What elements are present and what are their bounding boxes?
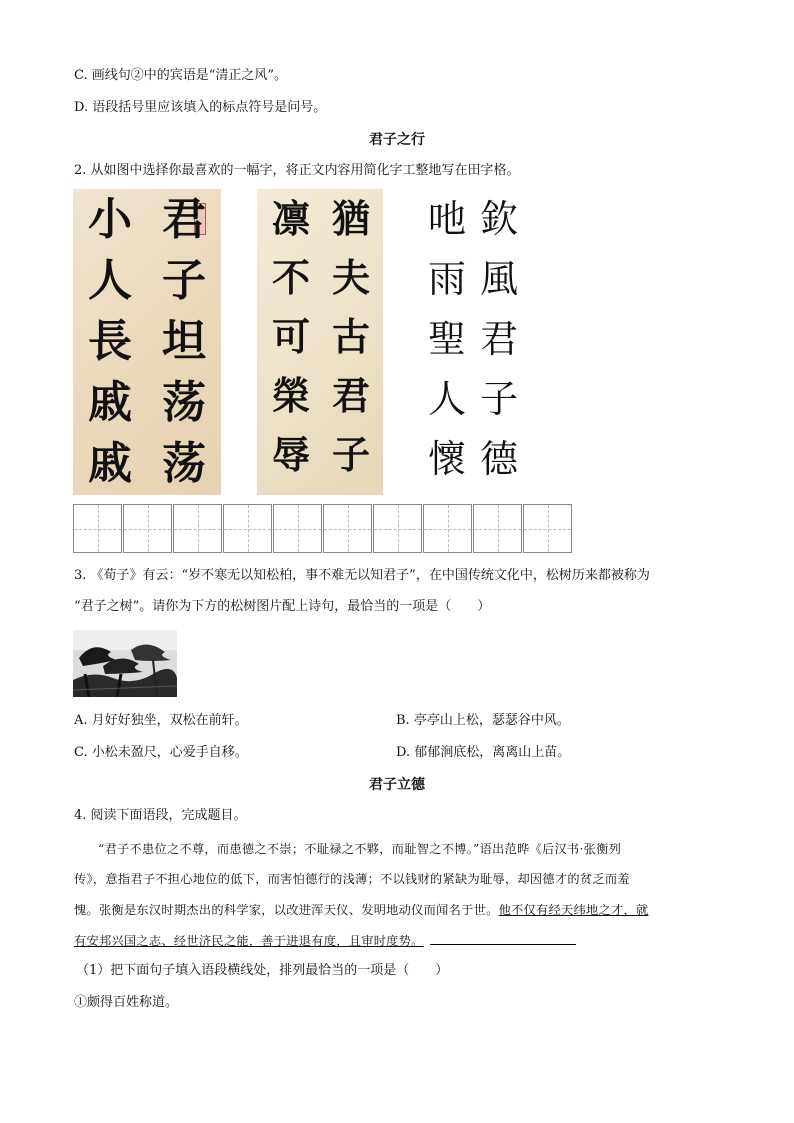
question-3-option-d[interactable]: D. 郁郁涧底松，离离山上苗。 <box>396 745 571 760</box>
tianzige-cell[interactable] <box>373 504 422 553</box>
calligraphy-char: 欽 <box>479 197 518 241</box>
calligraphy-column-right <box>323 189 379 484</box>
calligraphy-char: 吔 <box>427 197 466 241</box>
question-2: 2. 从如图中选择你最喜欢的一幅字，将正文内容用简化字工整地写在田字格。 <box>74 163 520 178</box>
passage-underlined-text: 他不仅有经天纬地之才，就 <box>498 903 649 917</box>
calligraphy-char: 荡 <box>162 438 206 489</box>
passage-line-3-text: 愧。张衡是东汉时期杰出的科学家，以改进浑天仪、发明地动仪而闻名于世。 <box>74 903 499 917</box>
calligraphy-char: 君 <box>162 194 206 245</box>
calligraphy-char: 古 <box>331 314 370 359</box>
calligraphy-column-right <box>153 189 215 494</box>
calligraphy-panel-2[interactable] <box>257 189 383 495</box>
calligraphy-char: 坦 <box>162 316 206 367</box>
calligraphy-char: 雨 <box>427 257 466 301</box>
calligraphy-char: 辱 <box>271 432 310 477</box>
calligraphy-column-left <box>422 189 472 489</box>
calligraphy-char: 君 <box>331 373 370 418</box>
tianzige-cell[interactable] <box>173 504 222 553</box>
tianzige-cell[interactable] <box>323 504 372 553</box>
calligraphy-char: 君 <box>479 317 518 361</box>
calligraphy-char: 長 <box>88 316 132 367</box>
calligraphy-char: 夫 <box>331 255 370 300</box>
tianzige-cell[interactable] <box>423 504 472 553</box>
tianzige-grid <box>73 504 573 553</box>
answer-blank[interactable] <box>430 932 576 945</box>
passage-line-3 <box>74 901 718 919</box>
question-4-1: （1）把下面句子填入语段横线处，排列最恰当的一项是（ ） <box>76 963 449 978</box>
pine-tree-painting <box>73 630 177 697</box>
question-3-option-a[interactable]: A. 月好好独坐，双松在前轩。 <box>74 713 248 728</box>
tianzige-cell[interactable] <box>123 504 172 553</box>
question-3-line-2: “君子之树”。请你为下方的松树图片配上诗句，最恰当的一项是（ ） <box>74 599 491 614</box>
option-c-prev: C. 画线句②中的宾语是“清正之风”。 <box>74 68 288 83</box>
calligraphy-char: 猶 <box>331 196 370 241</box>
calligraphy-char: 懷 <box>427 437 466 481</box>
calligraphy-char: 聖 <box>427 317 466 361</box>
passage-line-4 <box>74 932 718 950</box>
calligraphy-column-left <box>79 189 141 494</box>
calligraphy-char: 荡 <box>162 377 206 428</box>
calligraphy-char: 戚 <box>88 438 132 489</box>
calligraphy-char: 德 <box>479 437 518 481</box>
calligraphy-char: 小 <box>88 194 132 245</box>
question-4: 4. 阅读下面语段，完成题目。 <box>74 808 247 823</box>
question-3-line-1: 3. 《荀子》有云：“岁不寒无以知松柏，事不难无以知君子”，在中国传统文化中，松树历来都被称为 <box>74 568 650 583</box>
calligraphy-char: 人 <box>88 255 132 306</box>
tianzige-cell[interactable] <box>223 504 272 553</box>
calligraphy-panel-3[interactable] <box>418 189 524 495</box>
calligraphy-char: 戚 <box>88 377 132 428</box>
tianzige-cell[interactable] <box>473 504 522 553</box>
question-3-option-b[interactable]: B. 亭亭山上松，瑟瑟谷中风。 <box>396 713 570 728</box>
tianzige-cell[interactable] <box>523 504 572 553</box>
section-title-junzi-zhixing: 君子之行 <box>369 132 425 148</box>
calligraphy-char: 子 <box>331 432 370 477</box>
calligraphy-char: 子 <box>479 377 518 421</box>
calligraphy-char: 風 <box>479 257 518 301</box>
tianzige-cell[interactable] <box>73 504 122 553</box>
calligraphy-char: 人 <box>427 377 466 421</box>
question-3-option-c[interactable]: C. 小松未盈尺，心爱手自移。 <box>74 745 248 760</box>
section-title-junzi-lide: 君子立德 <box>369 777 425 793</box>
passage-line-1: “君子不患位之不尊，而患德之不崇；不耻禄之不夥，而耻智之不博。”语出范晔《后汉书·张衡列 <box>98 842 622 856</box>
tianzige-cell[interactable] <box>273 504 322 553</box>
calligraphy-char: 不 <box>271 255 310 300</box>
calligraphy-column-left <box>263 189 319 484</box>
calligraphy-panel-1[interactable] <box>73 189 221 495</box>
pine-tree-image <box>73 630 177 697</box>
question-4-item-1: ①颇得百姓称道。 <box>74 995 179 1010</box>
calligraphy-column-right <box>474 189 524 489</box>
calligraphy-char: 子 <box>162 255 206 306</box>
passage-line-2: 传》，意指君子不担心地位的低下，而害怕德行的浅薄；不以钱财的紧缺为耻辱，却因德才的贫乏而羞 <box>74 872 630 886</box>
passage-underlined-text: 有安邦兴国之志、经世济民之能，善于进退有度，且审时度势。 <box>74 934 424 948</box>
calligraphy-char: 榮 <box>271 373 310 418</box>
calligraphy-char: 可 <box>271 314 310 359</box>
option-d-prev: D. 语段括号里应该填入的标点符号是问号。 <box>74 100 327 115</box>
calligraphy-char: 凛 <box>271 196 310 241</box>
